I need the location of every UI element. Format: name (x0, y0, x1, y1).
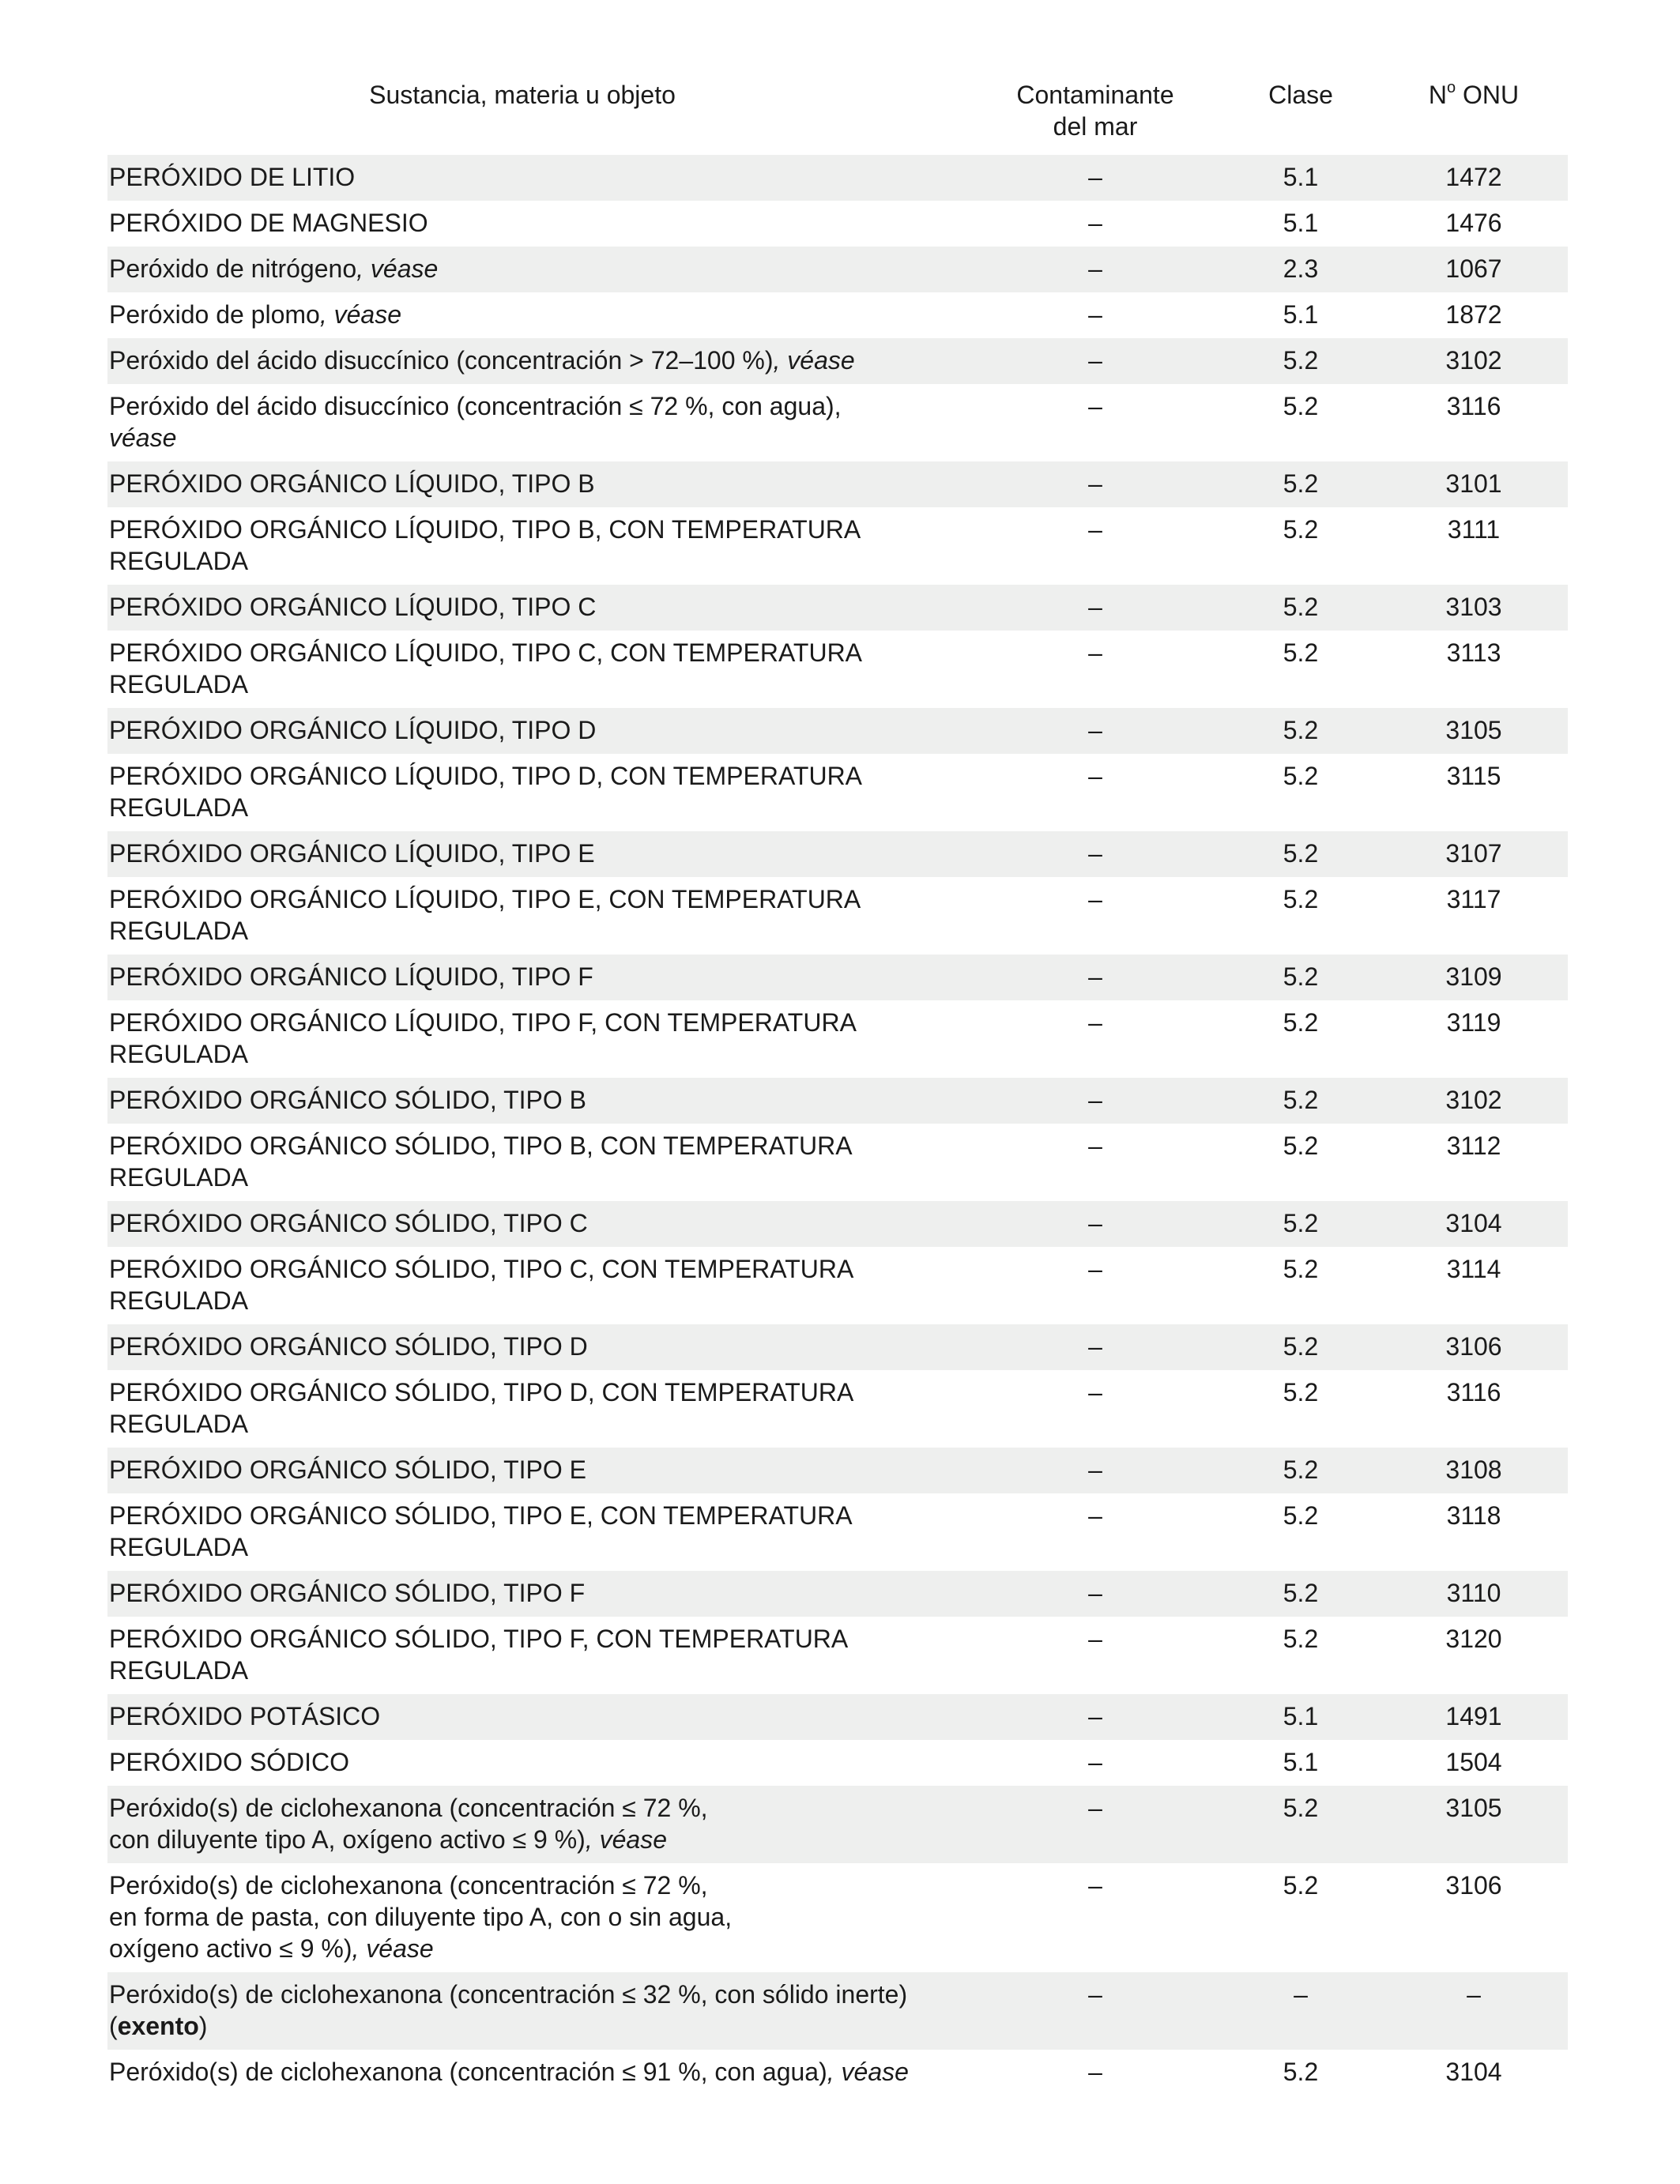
table-row (107, 1571, 1568, 1617)
un-number-cell: 3102 (1445, 1086, 1502, 1114)
substance-name-text: PERÓXIDO SÓDICO (109, 1748, 350, 1776)
substance-name-text: PERÓXIDO ORGÁNICO LÍQUIDO, TIPO D, CON TEMPERATURA REGULADA (109, 762, 863, 822)
class-cell: 2.3 (1283, 254, 1319, 283)
un-number-cell: 3116 (1446, 1378, 1501, 1406)
marine-pollutant-cell: – (1088, 1501, 1102, 1530)
substance-name (107, 714, 969, 746)
see-reference: , véase (773, 346, 855, 375)
substance-name (107, 1746, 969, 1778)
substance-name-text: PERÓXIDO ORGÁNICO LÍQUIDO, TIPO C, CON TEMPERATURA REGULADA (109, 638, 863, 699)
substance-name (107, 1084, 969, 1116)
class-cell: 5.2 (1283, 1794, 1319, 1822)
substance-name (107, 161, 969, 193)
class-cell: 5.2 (1283, 1579, 1319, 1607)
un-number-cell: 1067 (1445, 254, 1502, 283)
document-page (107, 79, 1568, 2096)
substance-name-text: Peróxido(s) de ciclohexanona (concentración ≤ 72 %, con diluyente tipo A, oxígeno activo ≤ 9 %) (109, 1794, 708, 1854)
marine-pollutant-cell: – (1088, 346, 1102, 375)
table-row (107, 955, 1568, 1000)
class-cell: 5.2 (1283, 1378, 1319, 1406)
class-cell: 5.2 (1283, 962, 1319, 991)
class-cell: 5.1 (1283, 1748, 1319, 1776)
marine-pollutant-cell: – (1088, 1871, 1102, 1900)
substance-name-text: PERÓXIDO ORGÁNICO LÍQUIDO, TIPO F, CON TEMPERATURA REGULADA (109, 1008, 857, 1068)
class-cell: 5.2 (1283, 2058, 1319, 2086)
un-number-cell: 3101 (1445, 469, 1502, 498)
substance-name-text: PERÓXIDO ORGÁNICO SÓLIDO, TIPO B, CON TEMPERATURA REGULADA (109, 1132, 853, 1192)
substance-name-text: Peróxido del ácido disuccínico (concentración > 72–100 %) (109, 346, 774, 375)
substance-name-text: PERÓXIDO ORGÁNICO LÍQUIDO, TIPO C (109, 593, 597, 621)
substance-name-text: PERÓXIDO ORGÁNICO LÍQUIDO, TIPO E (109, 839, 595, 868)
table-row (107, 1370, 1568, 1448)
class-cell: 5.2 (1283, 1332, 1319, 1361)
marine-pollutant-cell: – (1088, 469, 1102, 498)
un-number-cell: 1872 (1445, 300, 1502, 329)
substance-name-text: PERÓXIDO POTÁSICO (109, 1702, 381, 1730)
un-number-cell: 3106 (1445, 1332, 1502, 1361)
substance-name (107, 760, 969, 823)
substance-name (107, 1207, 969, 1239)
table-row (107, 1972, 1568, 2050)
class-cell: 5.1 (1283, 163, 1319, 191)
un-number-cell: 3111 (1447, 515, 1501, 544)
substance-name-text: PERÓXIDO ORGÁNICO LÍQUIDO, TIPO B (109, 469, 595, 498)
class-cell: 5.2 (1283, 469, 1319, 498)
marine-pollutant-cell: – (1088, 839, 1102, 868)
substance-name-text: Peróxido del ácido disuccínico (concentración ≤ 72 %, con agua), (109, 392, 842, 420)
table-row (107, 1786, 1568, 1863)
substance-name (107, 299, 969, 330)
marine-pollutant-cell: – (1088, 1209, 1102, 1237)
un-number-cell: 3114 (1446, 1255, 1501, 1283)
class-cell: 5.2 (1283, 346, 1319, 375)
table-header (107, 79, 1568, 155)
marine-pollutant-cell: – (1088, 163, 1102, 191)
substance-name (107, 1376, 969, 1440)
class-cell: 5.2 (1283, 1625, 1319, 1653)
substance-name (107, 207, 969, 239)
substance-name-text: PERÓXIDO ORGÁNICO LÍQUIDO, TIPO B, CON TEMPERATURA REGULADA (109, 515, 861, 575)
un-number-cell: 3104 (1445, 1209, 1502, 1237)
table-row (107, 1448, 1568, 1493)
class-cell: 5.2 (1283, 1871, 1319, 1900)
table-row (107, 1617, 1568, 1694)
header-class: Clase (1268, 81, 1333, 109)
marine-pollutant-cell: – (1088, 1702, 1102, 1730)
class-cell: 5.2 (1283, 885, 1319, 913)
class-cell: 5.2 (1283, 716, 1319, 744)
substance-name-text: PERÓXIDO ORGÁNICO SÓLIDO, TIPO C, CON TEMPERATURA REGULADA (109, 1255, 854, 1315)
substance-name (107, 883, 969, 947)
class-cell: 5.2 (1283, 638, 1319, 667)
substance-name (107, 591, 969, 623)
table-row (107, 831, 1568, 877)
table-row (107, 1124, 1568, 1201)
table-row (107, 1324, 1568, 1370)
marine-pollutant-cell: – (1088, 1378, 1102, 1406)
class-cell: 5.2 (1283, 839, 1319, 868)
un-number-cell: 3107 (1445, 839, 1502, 868)
substance-name-text: PERÓXIDO ORGÁNICO SÓLIDO, TIPO E, CON TEMPERATURA REGULADA (109, 1501, 853, 1561)
substance-name (107, 2056, 969, 2088)
un-number-cell: 3117 (1446, 885, 1501, 913)
class-cell: 5.2 (1283, 1501, 1319, 1530)
substance-name-text: PERÓXIDO DE MAGNESIO (109, 209, 428, 237)
un-number-cell: 3119 (1446, 1008, 1501, 1037)
marine-pollutant-cell: – (1088, 515, 1102, 544)
table-row (107, 754, 1568, 831)
substance-name (107, 1253, 969, 1316)
header-substance: Sustancia, materia u objeto (369, 81, 676, 109)
table-row (107, 461, 1568, 507)
un-number-cell: 3113 (1446, 638, 1501, 667)
substance-name (107, 1979, 969, 2042)
marine-pollutant-cell: – (1088, 1132, 1102, 1160)
un-number-cell: 1504 (1445, 1748, 1502, 1776)
class-cell: 5.2 (1283, 1132, 1319, 1160)
un-number-cell: 3102 (1445, 346, 1502, 375)
substance-name (107, 1007, 969, 1070)
table-body (107, 155, 1568, 2096)
table-row (107, 877, 1568, 955)
un-number-cell: 3106 (1445, 1871, 1502, 1900)
substance-name (107, 637, 969, 700)
table-row (107, 1000, 1568, 1078)
substance-name-text: PERÓXIDO ORGÁNICO SÓLIDO, TIPO B (109, 1086, 586, 1114)
marine-pollutant-cell: – (1088, 1579, 1102, 1607)
marine-pollutant-cell: – (1088, 962, 1102, 991)
table-row (107, 708, 1568, 754)
class-cell: 5.2 (1283, 515, 1319, 544)
substance-name-text: PERÓXIDO ORGÁNICO SÓLIDO, TIPO F (109, 1579, 586, 1607)
un-number-cell: 3105 (1445, 716, 1502, 744)
class-cell: 5.2 (1283, 593, 1319, 621)
substance-name (107, 838, 969, 869)
substance-name-text: PERÓXIDO ORGÁNICO SÓLIDO, TIPO C (109, 1209, 588, 1237)
marine-pollutant-cell: – (1088, 209, 1102, 237)
marine-pollutant-cell: – (1088, 2058, 1102, 2086)
marine-pollutant-cell: – (1088, 762, 1102, 790)
un-number-cell: 3103 (1445, 593, 1502, 621)
un-number-cell: 3112 (1446, 1132, 1501, 1160)
marine-pollutant-cell: – (1088, 1625, 1102, 1653)
marine-pollutant-cell: – (1088, 1086, 1102, 1114)
class-cell: 5.1 (1283, 209, 1319, 237)
table-row (107, 247, 1568, 292)
substance-name (107, 1792, 969, 1855)
substance-name (107, 468, 969, 499)
class-cell: 5.1 (1283, 1702, 1319, 1730)
class-cell: 5.2 (1283, 1255, 1319, 1283)
un-number-cell: 3118 (1446, 1501, 1501, 1530)
substance-name-text: PERÓXIDO DE LITIO (109, 163, 356, 191)
substance-name-text: Peróxido(s) de ciclohexanona (concentración ≤ 91 %, con agua) (109, 2058, 827, 2086)
un-number-cell: 1472 (1445, 163, 1502, 191)
substance-name-text: PERÓXIDO ORGÁNICO LÍQUIDO, TIPO F (109, 962, 593, 991)
un-number-cell: 3110 (1446, 1579, 1501, 1607)
class-cell: 5.1 (1283, 300, 1319, 329)
table-row (107, 631, 1568, 708)
marine-pollutant-cell: – (1088, 1455, 1102, 1484)
substance-name (107, 1500, 969, 1563)
marine-pollutant-cell: – (1088, 254, 1102, 283)
substance-name (107, 1130, 969, 1193)
substance-name-text: Peróxido de nitrógeno (109, 254, 357, 283)
table-row (107, 1694, 1568, 1740)
marine-pollutant-cell: – (1088, 300, 1102, 329)
see-reference: , véase (356, 254, 439, 283)
marine-pollutant-cell: – (1088, 1332, 1102, 1361)
marine-pollutant-cell: – (1088, 1008, 1102, 1037)
substance-name-text: Peróxido(s) de ciclohexanona (concentración ≤ 72 %, en forma de pasta, con diluyente tipo A, con o sin agua, oxígeno activo ≤ 9 %) (109, 1871, 733, 1963)
substance-name (107, 390, 969, 454)
class-cell: – (1294, 1980, 1308, 2009)
un-number-cell: 1476 (1445, 209, 1502, 237)
un-number-cell: 3120 (1445, 1625, 1502, 1653)
table-row (107, 507, 1568, 585)
marine-pollutant-cell: – (1088, 1980, 1102, 2009)
marine-pollutant-cell: – (1088, 1794, 1102, 1822)
class-cell: 5.2 (1283, 1455, 1319, 1484)
substance-name-text: PERÓXIDO ORGÁNICO SÓLIDO, TIPO D (109, 1332, 588, 1361)
table-row (107, 1247, 1568, 1324)
header-marine-pollutant: Contaminante del mar (1016, 81, 1174, 141)
substance-name-text: PERÓXIDO ORGÁNICO SÓLIDO, TIPO E (109, 1455, 586, 1484)
table-row (107, 384, 1568, 461)
table-row (107, 155, 1568, 201)
un-number-cell: 1491 (1445, 1702, 1502, 1730)
see-reference: véase (109, 424, 177, 452)
substance-name (107, 1623, 969, 1686)
substance-name-bold: exento (117, 2012, 199, 2040)
substance-name-text: PERÓXIDO ORGÁNICO SÓLIDO, TIPO F, CON TEMPERATURA REGULADA (109, 1625, 849, 1685)
see-reference: , véase (352, 1934, 434, 1963)
table-row (107, 1863, 1568, 1972)
class-cell: 5.2 (1283, 762, 1319, 790)
class-cell: 5.2 (1283, 1209, 1319, 1237)
marine-pollutant-cell: – (1088, 716, 1102, 744)
un-number-cell: 3109 (1445, 962, 1502, 991)
substance-name-text: PERÓXIDO ORGÁNICO LÍQUIDO, TIPO E, CON TEMPERATURA REGULADA (109, 885, 861, 945)
un-number-cell: – (1467, 1980, 1481, 2009)
un-number-cell: 3116 (1446, 392, 1501, 420)
marine-pollutant-cell: – (1088, 392, 1102, 420)
substance-name (107, 961, 969, 992)
marine-pollutant-cell: – (1088, 638, 1102, 667)
class-cell: 5.2 (1283, 1008, 1319, 1037)
substance-name-text: Peróxido(s) de ciclohexanona (concentración ≤ 32 %, con sólido inerte) ( (109, 1980, 908, 2040)
see-reference: , véase (585, 1825, 667, 1854)
substance-name (107, 345, 969, 376)
substance-name (107, 514, 969, 577)
table-row (107, 1740, 1568, 1786)
un-number-cell: 3115 (1446, 762, 1501, 790)
table-row (107, 1078, 1568, 1124)
substance-name-text: PERÓXIDO ORGÁNICO SÓLIDO, TIPO D, CON TEMPERATURA REGULADA (109, 1378, 854, 1438)
table-row (107, 1201, 1568, 1247)
marine-pollutant-cell: – (1088, 885, 1102, 913)
table-row (107, 201, 1568, 247)
un-number-cell: 3104 (1445, 2058, 1502, 2086)
table-row (107, 1493, 1568, 1571)
substance-name-text: Peróxido de plomo (109, 300, 320, 329)
table-row (107, 292, 1568, 338)
substance-name (107, 1700, 969, 1732)
un-number-cell: 3105 (1445, 1794, 1502, 1822)
substance-name (107, 1577, 969, 1609)
substance-name (107, 253, 969, 284)
see-reference: , véase (827, 2058, 909, 2086)
table-row (107, 585, 1568, 631)
class-cell: 5.2 (1283, 392, 1319, 420)
substance-name-text: PERÓXIDO ORGÁNICO LÍQUIDO, TIPO D (109, 716, 597, 744)
substance-name (107, 1331, 969, 1362)
table-row (107, 2050, 1568, 2096)
marine-pollutant-cell: – (1088, 1748, 1102, 1776)
marine-pollutant-cell: – (1088, 593, 1102, 621)
substance-name (107, 1454, 969, 1485)
table-row (107, 338, 1568, 384)
marine-pollutant-cell: – (1088, 1255, 1102, 1283)
see-reference: , véase (319, 300, 401, 329)
substance-name-tail: ) (198, 2012, 208, 2040)
un-number-cell: 3108 (1445, 1455, 1502, 1484)
header-un-number: $N^o$ ONU (1428, 79, 1520, 109)
substance-name (107, 1870, 969, 1964)
class-cell: 5.2 (1283, 1086, 1319, 1114)
